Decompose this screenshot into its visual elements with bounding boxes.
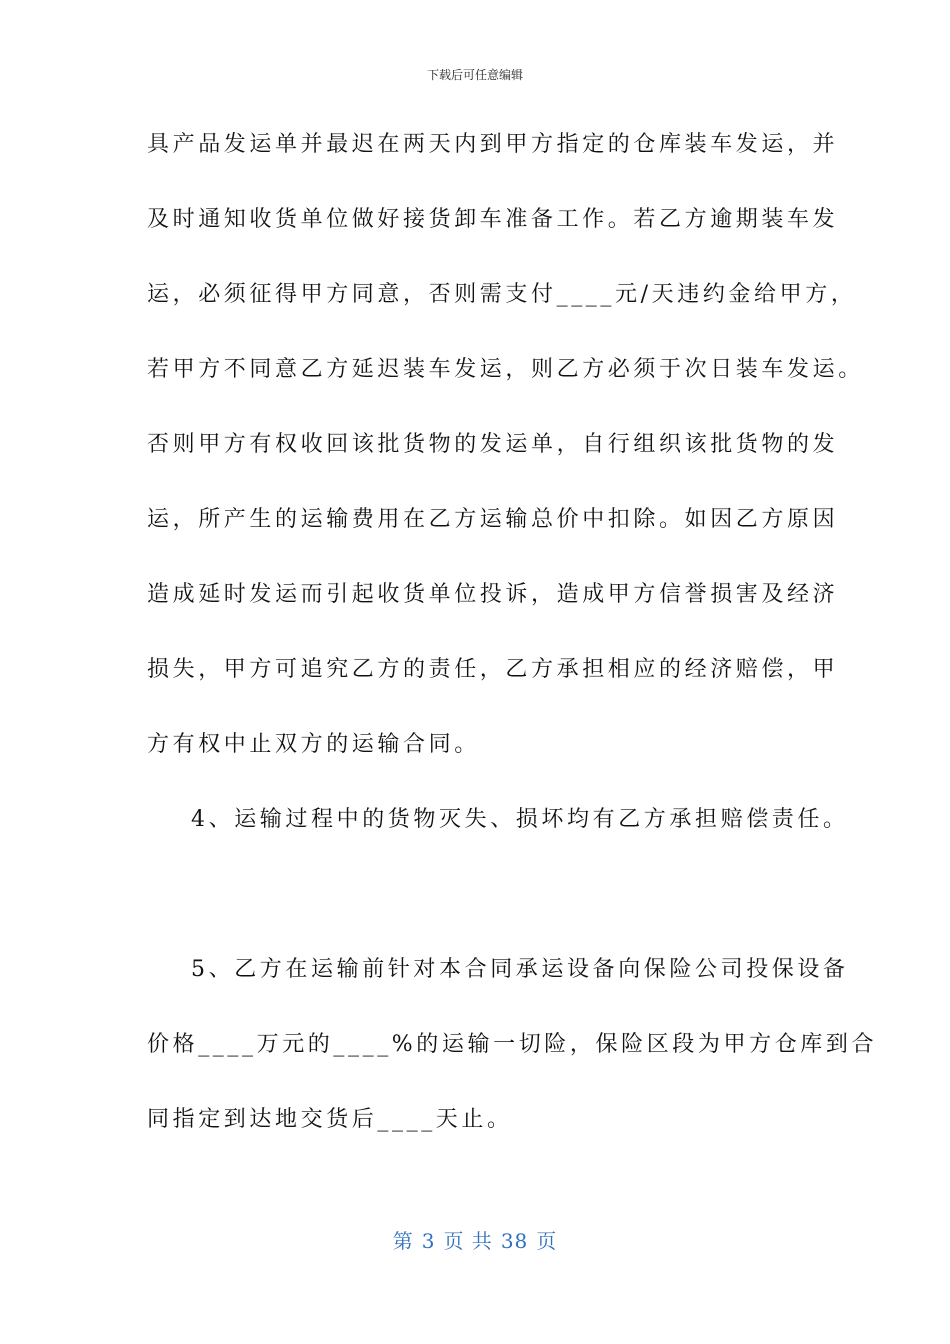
- total-pages: 38: [500, 1229, 529, 1253]
- clause-5: 5、乙方在运输前针对本合同承运设备向保险公司投保设备: [191, 957, 849, 982]
- page-footer: [0, 1225, 950, 1254]
- body-line: 方有权中止双方的运输合同。: [147, 732, 480, 757]
- body-line: 否则甲方有权收回该批货物的发运单，自行组织该批货物的发: [147, 432, 839, 457]
- body-line: 价格____万元的____%的运输一切险，保险区段为甲方仓库到合: [147, 1032, 878, 1057]
- body-line: 及时通知收货单位做好接货卸车准备工作。若乙方逾期装车发: [147, 207, 839, 232]
- body-line: 造成延时发运而引起收货单位投诉，造成甲方信誉损害及经济: [147, 582, 839, 607]
- body-line: 若甲方不同意乙方延迟装车发运，则乙方必须于次日装车发运。: [147, 357, 864, 382]
- page-number: 3: [421, 1229, 436, 1253]
- page-header: 下载后可任意编辑: [426, 68, 523, 82]
- footer-middle: 页 共: [443, 1229, 493, 1253]
- body-line: 运，必须征得甲方同意，否则需支付____元/天违约金给甲方，: [147, 282, 857, 307]
- body-line: 运，所产生的运输费用在乙方运输总价中扣除。如因乙方原因: [147, 507, 839, 532]
- body-line: 损失，甲方可追究乙方的责任，乙方承担相应的经济赔偿，甲: [147, 657, 839, 682]
- body-line: 同指定到达地交货后____天止。: [147, 1107, 513, 1132]
- footer-suffix: 页: [536, 1229, 558, 1253]
- clause-4: 4、运输过程中的货物灭失、损坏均有乙方承担赔偿责任。: [191, 807, 849, 832]
- body-line: 具产品发运单并最迟在两天内到甲方指定的仓库装车发运，并: [147, 132, 839, 157]
- footer-prefix: 第: [392, 1229, 414, 1253]
